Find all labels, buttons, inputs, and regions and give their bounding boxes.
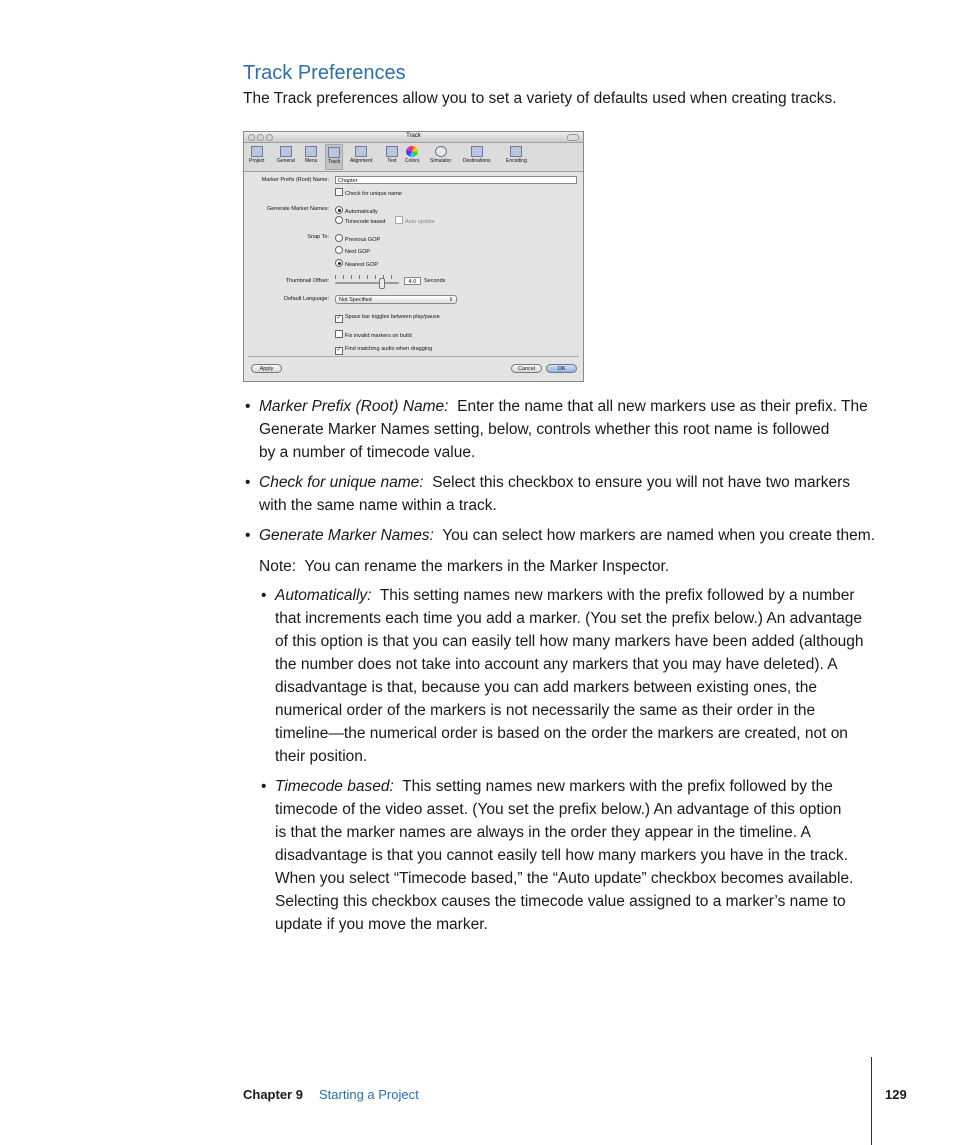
line-text: This setting names new markers with the prefix followed by a number bbox=[379, 587, 855, 604]
default-language-popup[interactable] bbox=[335, 295, 457, 304]
checkbox-label: Space bar toggles between play/pause bbox=[345, 314, 440, 320]
fix-invalid-markers-checkbox[interactable] bbox=[335, 330, 412, 339]
radio-next-gop[interactable] bbox=[335, 246, 370, 255]
footer-section: Starting a Project bbox=[319, 1087, 419, 1102]
timecode-line-5: When you select “Timecode based,” the “Auto update” checkbox becomes available. bbox=[275, 870, 854, 887]
radio-label: Next GOP bbox=[345, 249, 371, 255]
alignment-icon bbox=[355, 146, 367, 157]
radio-dot bbox=[335, 206, 343, 214]
radio-label: Nearest GOP bbox=[345, 262, 379, 268]
unique-line-1 bbox=[259, 471, 850, 494]
timecode-line-2: timecode of the video asset. (You set the prefix below.) An advantage of this option bbox=[275, 801, 842, 818]
checkbox-box: ✓ bbox=[336, 347, 342, 353]
radio-dot bbox=[335, 234, 343, 242]
apply-button[interactable]: Apply bbox=[251, 364, 282, 373]
radio-nearest-gop[interactable] bbox=[335, 259, 378, 268]
tab-label: Text bbox=[387, 158, 397, 164]
checkbox-label: Check for unique name bbox=[345, 191, 402, 197]
tab-label: Destinations bbox=[463, 158, 491, 164]
auto-update-checkbox[interactable] bbox=[395, 216, 435, 225]
footer-divider bbox=[871, 1057, 872, 1145]
project-icon bbox=[251, 146, 263, 157]
line-text: Enter the name that all new markers use as their prefix. The bbox=[457, 398, 868, 415]
thumbnail-offset-slider[interactable] bbox=[335, 275, 399, 287]
tab-colors[interactable] bbox=[405, 146, 419, 164]
checkbox-label: Find matching audio when dragging bbox=[345, 346, 433, 352]
note-label: Note: bbox=[259, 558, 297, 575]
tab-label: Encoding bbox=[506, 158, 527, 164]
timecode-line-3: is that the marker names are always in the order they appear in the timeline. A bbox=[275, 824, 811, 841]
slider-ticks bbox=[335, 275, 399, 279]
track-preferences-window bbox=[243, 131, 584, 382]
auto-line-4: the number does not take into account any markers that you may have deleted). A bbox=[275, 656, 838, 673]
line-text: This setting names new markers with the prefix followed by the bbox=[402, 778, 833, 795]
radio-previous-gop[interactable] bbox=[335, 234, 380, 243]
footer-chapter: Chapter 9 bbox=[243, 1087, 303, 1102]
bullet-dot: • bbox=[261, 778, 267, 795]
tab-encoding[interactable] bbox=[506, 146, 527, 164]
window-titlebar bbox=[244, 132, 583, 143]
seconds-unit-label: Seconds bbox=[424, 278, 446, 284]
unique-line-2: with the same name within a track. bbox=[259, 497, 497, 514]
timecode-line-7: update if you move the marker. bbox=[275, 916, 488, 933]
tab-menu[interactable] bbox=[305, 146, 318, 164]
auto-line-8: their position. bbox=[275, 748, 368, 765]
bullet-dot: • bbox=[261, 587, 267, 604]
page-number: 129 bbox=[885, 1087, 907, 1102]
tab-label: Colors bbox=[405, 158, 420, 164]
slider-knob[interactable] bbox=[379, 278, 385, 289]
checkbox-box bbox=[335, 330, 343, 338]
timecode-line-6: Selecting this checkbox causes the timecode value assigned to a marker’s name to bbox=[275, 893, 846, 910]
tab-destinations[interactable] bbox=[463, 146, 491, 164]
general-icon bbox=[280, 146, 292, 157]
radio-timecode-based[interactable] bbox=[335, 216, 385, 225]
checkbox-box bbox=[395, 216, 403, 224]
window-separator bbox=[248, 356, 579, 357]
checkbox-label: Auto update bbox=[405, 219, 435, 225]
spacebar-toggle-checkbox[interactable] bbox=[335, 314, 440, 323]
term: Generate Marker Names: bbox=[259, 527, 434, 544]
term: Marker Prefix (Root) Name: bbox=[259, 398, 449, 415]
tab-simulator[interactable] bbox=[430, 146, 451, 164]
menu-icon bbox=[305, 146, 317, 157]
radio-label: Previous GOP bbox=[345, 237, 381, 243]
bullet-dot: • bbox=[245, 474, 251, 491]
section-heading: Track Preferences bbox=[243, 62, 406, 84]
marker-prefix-field[interactable]: Chapter bbox=[335, 176, 577, 184]
auto-line-7: timeline—the numerical order is based on the order the markers are created, not on bbox=[275, 725, 848, 742]
default-language-label: Default Language: bbox=[284, 296, 329, 302]
timecode-line-1 bbox=[275, 775, 833, 798]
encoding-icon bbox=[510, 146, 522, 157]
thumbnail-offset-label: Thumbnail Offset: bbox=[285, 278, 329, 284]
find-matching-audio-checkbox[interactable] bbox=[335, 346, 432, 355]
marker-prefix-label: Marker Prefix (Root) Name: bbox=[261, 177, 329, 183]
auto-line-3: of this option is that you can easily tell how many markers have been added (although bbox=[275, 633, 864, 650]
simulator-icon bbox=[435, 146, 447, 157]
tab-label: General bbox=[277, 158, 295, 164]
track-icon bbox=[328, 147, 340, 158]
ok-button[interactable]: OK bbox=[546, 364, 577, 373]
tab-label: Alignment bbox=[350, 158, 373, 164]
check-unique-checkbox[interactable] bbox=[335, 188, 402, 197]
radio-label: Timecode based bbox=[345, 219, 386, 225]
generate-names-label: Generate Marker Names: bbox=[266, 206, 329, 212]
thumbnail-offset-field[interactable]: 4.0 bbox=[404, 277, 421, 285]
radio-automatically[interactable] bbox=[335, 206, 378, 215]
checkbox-box: ✓ bbox=[336, 315, 342, 321]
tab-label: Track bbox=[328, 159, 341, 165]
tab-project[interactable] bbox=[249, 146, 265, 164]
line-text: You can select how markers are named when you create them. bbox=[442, 527, 876, 544]
preferences-toolbar bbox=[244, 143, 583, 172]
color-wheel-icon bbox=[406, 146, 418, 157]
snap-to-label: Snap To: bbox=[307, 234, 329, 240]
bullet-dot: • bbox=[245, 527, 251, 544]
radio-dot bbox=[335, 246, 343, 254]
marker-prefix-line-2: Generate Marker Names setting, below, controls whether this root name is followed bbox=[259, 421, 830, 438]
bullet-dot: • bbox=[245, 398, 251, 415]
updown-arrows-icon: ⇕ bbox=[448, 297, 453, 303]
term: Automatically: bbox=[275, 587, 372, 604]
auto-line-5: disadvantage is that, because you can add markers between existing ones, the bbox=[275, 679, 817, 696]
window-title: Track bbox=[406, 133, 421, 139]
tab-general[interactable] bbox=[277, 146, 295, 164]
radio-dot bbox=[335, 216, 343, 224]
tab-label: Menu bbox=[305, 158, 318, 164]
radio-dot bbox=[335, 259, 343, 267]
marker-prefix-line-3: by a number of timecode value. bbox=[259, 444, 476, 461]
tab-track[interactable] bbox=[325, 144, 343, 170]
auto-line-2: that increments each time you add a marker. (You set the prefix below.) An advantage bbox=[275, 610, 863, 627]
tab-alignment[interactable] bbox=[350, 146, 372, 164]
generate-line-1 bbox=[259, 524, 875, 547]
tab-text[interactable] bbox=[386, 146, 398, 164]
term: Timecode based: bbox=[275, 778, 394, 795]
slider-track bbox=[335, 282, 399, 284]
checkbox-label: Fix invalid markers on build bbox=[345, 333, 412, 339]
radio-label: Automatically bbox=[345, 209, 378, 215]
marker-prefix-line-1 bbox=[259, 395, 868, 418]
cancel-button[interactable]: Cancel bbox=[511, 364, 542, 373]
tab-label: Project bbox=[249, 158, 265, 164]
intro-paragraph: The Track preferences allow you to set a variety of defaults used when creating tracks. bbox=[243, 90, 837, 107]
note-text: You can rename the markers in the Marker Inspector. bbox=[304, 558, 670, 575]
popup-value: Not Specified bbox=[339, 297, 372, 303]
tab-label: Simulator bbox=[430, 158, 452, 164]
text-icon bbox=[386, 146, 398, 157]
note-line bbox=[259, 555, 669, 578]
checkbox-box bbox=[335, 188, 343, 196]
timecode-line-4: disadvantage is that you cannot easily tell how many markers you have in the track. bbox=[275, 847, 848, 864]
line-text: Select this checkbox to ensure you will not have two markers bbox=[432, 474, 851, 491]
toolbar-toggle-button[interactable] bbox=[567, 134, 579, 141]
auto-line-1 bbox=[275, 584, 855, 607]
auto-line-6: numerical order of the markers is not necessarily the same as their order in the bbox=[275, 702, 816, 719]
destinations-icon bbox=[471, 146, 483, 157]
term: Check for unique name: bbox=[259, 474, 424, 491]
